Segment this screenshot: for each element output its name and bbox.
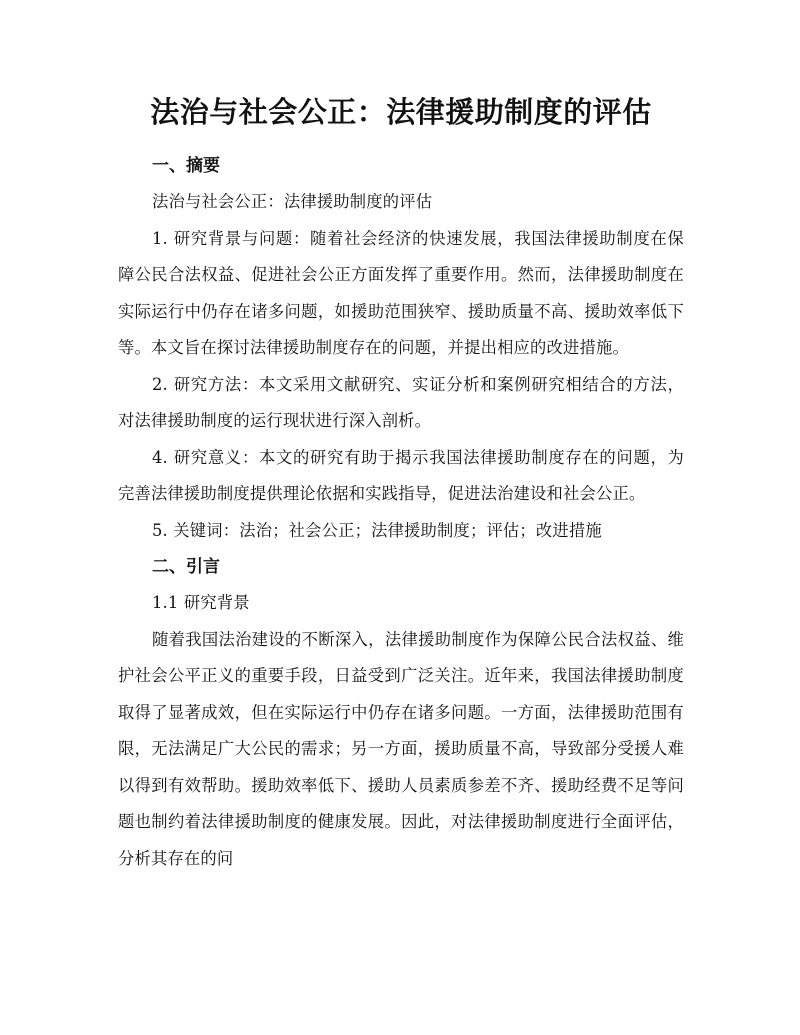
abstract-item-2: 2. 研究方法：本文采用文献研究、实证分析和案例研究相结合的方法，对法律援助制度的运行现状进行深入剖析。 (118, 374, 684, 430)
title-spacer (118, 138, 684, 148)
abstract-item-4: 4. 研究意义：本文的研究有助于揭示我国法律援助制度存在的问题，为完善法律援助制度提供理论依据和实践指导，促进法治建设和社会公正。 (118, 447, 684, 503)
abstract-keywords: 5. 关键词：法治；社会公正；法律援助制度；评估；改进措施 (152, 520, 602, 540)
abstract-heading: 一、摘要 (152, 156, 220, 176)
introduction-paragraph: 随着我国法治建设的不断深入，法律援助制度作为保障公民合法权益、维护社会公平正义的重要手段，日益受到广泛关注。近年来，我国法律援助制度取得了显著成效，但在实际运行中仍存在诸多问题。一方面，法律援助范围有限，无法满足广大公民的需求；另一方面，援助质量不高，导致部分受援人难以得到有效帮助。援助效率低下、援助人员素质参差不齐、援助经费不足等问题也制约着法律援助制度的健康发展。因此，对法律援助制度进行全面评估，分析其存在的问 (118, 629, 684, 868)
document-page (118, 86, 684, 877)
abstract-item-1: 1. 研究背景与问题：随着社会经济的快速发展，我国法律援助制度在保障公民合法权益、促进社会公正方面发挥了重要作用。然而，法律援助制度在实际运行中仍存在诸多问题，如援助范围狭窄、援助质量不高、援助效率低下等。本文旨在探讨法律援助制度存在的问题，并提出相应的改进措施。 (118, 228, 684, 357)
abstract-subtitle: 法治与社会公正：法律援助制度的评估 (152, 192, 433, 211)
document-title: 法治与社会公正：法律援助制度的评估 (150, 95, 652, 129)
introduction-heading: 二、引言 (152, 557, 220, 577)
introduction-subheading: 1.1 研究背景 (152, 593, 250, 612)
